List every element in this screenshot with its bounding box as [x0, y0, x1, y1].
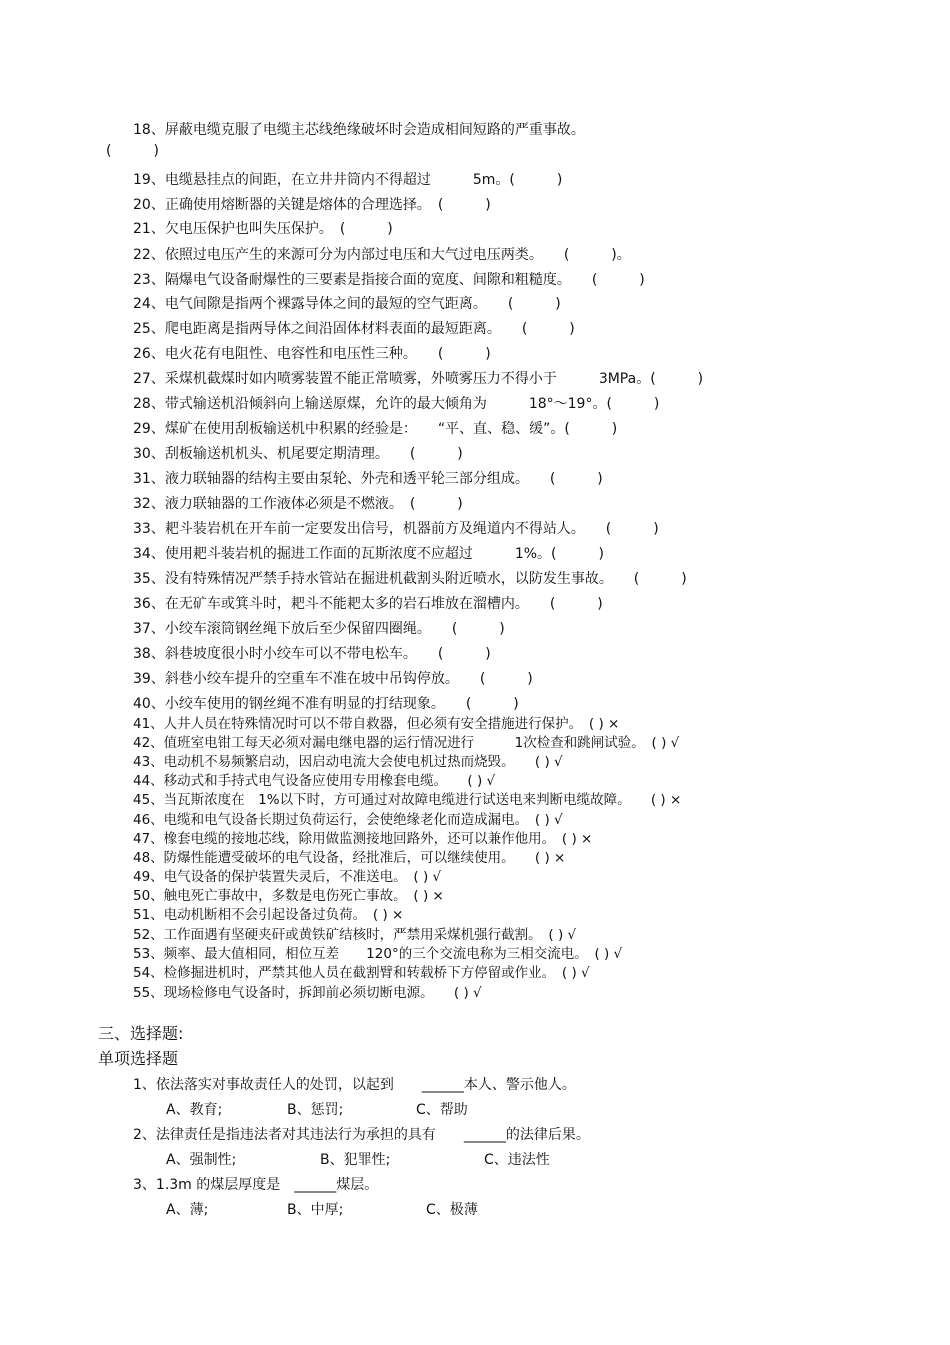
question-54: 54、检修掘进机时，严禁其他人员在截割臂和转载桥下方停留或作业。 ( ) √ — [133, 965, 590, 981]
question-44: 44、移动式和手持式电气设备应使用专用橡套电缆。 ( ) √ — [133, 773, 496, 789]
question-22: 22、依照过电压产生的来源可分为内部过电压和大气过电压两类。 ( )。 — [133, 247, 631, 263]
question-39: 39、斜巷小绞车提升的空重车不准在坡中吊钩停放。 ( ) — [133, 671, 533, 687]
question-36: 36、在无矿车或箕斗时，耙斗不能耙太多的岩石堆放在溜槽内。 ( ) — [133, 596, 603, 612]
subsection-title: 单项选择题 — [98, 1049, 179, 1068]
question-43: 43、电动机不易频繁启动，因启动电流大会使电机过热而烧毁。 ( ) √ — [133, 754, 563, 770]
choice-option-1c: C、帮助 — [416, 1102, 468, 1118]
question-33: 33、耙斗装岩机在开车前一定要发出信号，机器前方及绳道内不得站人。 ( ) — [133, 521, 659, 537]
question-29: 29、煤矿在使用刮板输送机中积累的经验是： “平、直、稳、缓”。( ) — [133, 421, 618, 437]
question-23: 23、隔爆电气设备耐爆性的三要素是指接合面的宽度、间隙和粗糙度。 ( ) — [133, 272, 645, 288]
question-52: 52、工作面遇有坚硬夹矸或黄铁矿结核时，严禁用采煤机强行截割。 ( ) √ — [133, 927, 577, 943]
question-19: 19、电缆悬挂点的间距，在立井井筒内不得超过 5m。( ) — [133, 172, 563, 188]
question-31: 31、液力联轴器的结构主要由泵轮、外壳和透平轮三部分组成。 ( ) — [133, 471, 603, 487]
choice-option-2c: C、违法性 — [484, 1152, 550, 1168]
question-45: 45、当瓦斯浓度在 1%以下时，方可通过对故障电缆进行试送电来判断电缆故障。 ( ) × — [133, 792, 682, 808]
question-55: 55、现场检修电气设备时，拆卸前必须切断电源。 ( ) √ — [133, 985, 482, 1001]
choice-question-1: 1、依法落实对事故责任人的处罚，以起到 ______本人、警示他人。 — [133, 1077, 576, 1093]
question-25: 25、爬电距离是指两导体之间沿固体材料表面的最短距离。 ( ) — [133, 321, 575, 337]
question-41: 41、人井人员在特殊情况时可以不带自救器，但必须有安全措施进行保护。 ( ) × — [133, 716, 620, 732]
section-title: 三、选择题: — [98, 1024, 184, 1043]
question-46: 46、电缆和电气设备长期过负荷运行，会使绝缘老化而造成漏电。 ( ) √ — [133, 812, 563, 828]
question-35: 35、没有特殊情况严禁手持水管站在掘进机截割头附近喷水，以防发生事故。 ( ) — [133, 571, 687, 587]
question-27: 27、采煤机截煤时如内喷雾装置不能正常喷雾，外喷雾压力不得小于 3MPa。( ) — [133, 371, 704, 387]
choice-option-3b: B、中厚; — [287, 1202, 344, 1218]
question-51: 51、电动机断相不会引起设备过负荷。 ( ) × — [133, 907, 404, 923]
choice-option-1b: B、惩罚; — [287, 1102, 344, 1118]
choice-option-3a: A、薄; — [166, 1202, 209, 1218]
question-34: 34、使用耙斗装岩机的掘进工作面的瓦斯浓度不应超过 1%。( ) — [133, 546, 604, 562]
question-49: 49、电气设备的保护装置失灵后，不准送电。 ( ) √ — [133, 869, 442, 885]
question-47: 47、橡套电缆的接地芯线，除用做监测接地回路外，还可以兼作他用。 ( ) × — [133, 831, 593, 847]
choice-option-3c: C、极薄 — [426, 1202, 478, 1218]
question-48: 48、防爆性能遭受破坏的电气设备，经批准后，可以继续使用。 ( ) × — [133, 850, 566, 866]
question-18: 18、屏蔽电缆克服了电缆主芯线绝缘破坏时会造成相间短路的严重事故。 — [133, 122, 585, 138]
question-40: 40、小绞车使用的钢丝绳不准有明显的打结现象。 ( ) — [133, 696, 519, 712]
question-53: 53、频率、最大值相同，相位互差 120°的三个交流电称为三相交流电。 ( ) √ — [133, 946, 623, 962]
question-32: 32、液力联轴器的工作液体必须是不燃液。 ( ) — [133, 496, 463, 512]
choice-option-1a: A、教育; — [166, 1102, 223, 1118]
question-30: 30、刮板输送机机头、机尾要定期清理。 ( ) — [133, 446, 463, 462]
answer-blank-18: ( ) — [106, 143, 159, 159]
question-50: 50、触电死亡事故中，多数是电伤死亡事故。 ( ) × — [133, 888, 444, 904]
question-42: 42、值班室电钳工每天必须对漏电继电器的运行情况进行 1次检查和跳闸试验。 ( ) √ — [133, 735, 680, 751]
question-28: 28、带式输送机沿倾斜向上输送原煤，允许的最大倾角为 18°～19°。( ) — [133, 396, 660, 412]
question-37: 37、小绞车滚筒钢丝绳下放后至少保留四圈绳。 ( ) — [133, 621, 505, 637]
question-20: 20、正确使用熔断器的关键是熔体的合理选择。 ( ) — [133, 197, 491, 213]
question-21: 21、欠电压保护也叫失压保护。 ( ) — [133, 221, 393, 237]
choice-option-2a: A、强制性; — [166, 1152, 237, 1168]
choice-option-2b: B、犯罪性; — [320, 1152, 391, 1168]
choice-question-3: 3、1.3m 的煤层厚度是 ______煤层。 — [133, 1177, 379, 1193]
question-38: 38、斜巷坡度很小时小绞车可以不带电松车。 ( ) — [133, 646, 491, 662]
question-26: 26、电火花有电阻性、电容性和电压性三种。 ( ) — [133, 346, 491, 362]
choice-question-2: 2、法律责任是指违法者对其违法行为承担的具有 ______的法律后果。 — [133, 1127, 590, 1143]
question-24: 24、电气间隙是指两个裸露导体之间的最短的空气距离。 ( ) — [133, 296, 561, 312]
